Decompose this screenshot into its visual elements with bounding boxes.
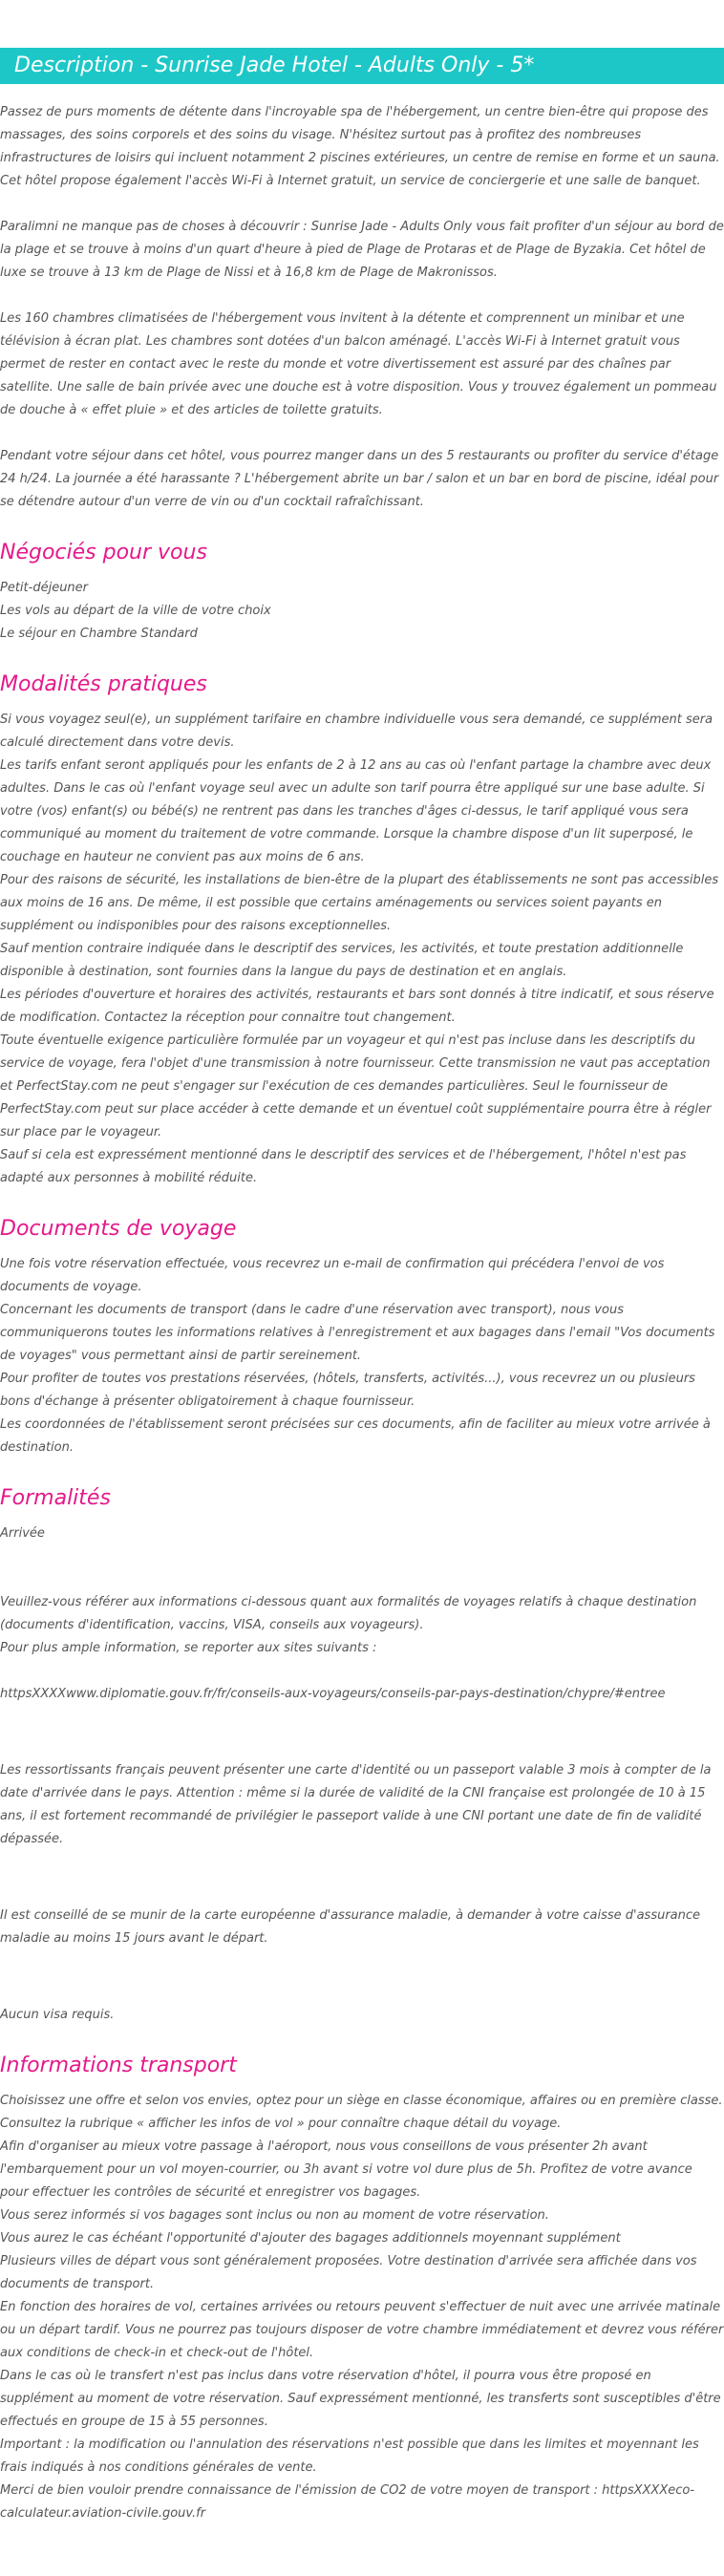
documents-heading: Documents de voyage — [0, 1217, 237, 1241]
modalites-item: Sauf mention contraire indiquée dans le descriptif des services, les activités, et toute prestation additionnelle disponible à destination, sont fournies dans la langue du pays de destination et en anglais. — [0, 942, 684, 979]
transport-item: Afin d'organiser au mieux votre passage à l'aéroport, nous vous conseillons de vous présenter 2h avant l'embarquement pour un vol moyen-courrier, ou 3h avant si votre vol dure plus de 5h. Profitez de votre avance pour effectuer les contrôles de sécurité et enregistrer vos bagages. — [0, 2140, 692, 2200]
negocies-item: Le séjour en Chambre Standard — [0, 627, 198, 641]
negocies-heading: Négociés pour vous — [0, 541, 207, 564]
negocies-section — [0, 539, 724, 646]
description-paragraph-spa: Passez de purs moments de détente dans l'incroyable spa de l'hébergement, un centre bien-être qui propose des massages, des soins corporels et des soins du visage. N'hésitez surtout pas à profitez des nombreuses infrastructures de loisirs qui incluent notamment 2 piscines extérieures, un centre de remise en forme et un sauna. Cet hôtel propose également l'accès Wi-Fi à Internet gratuit, un service de conciergerie et une salle de banquet. — [0, 105, 720, 188]
modalites-section — [0, 671, 724, 1190]
description-paragraph-location: Paralimni ne manque pas de choses à découvrir : Sunrise Jade - Adults Only vous fait profiter d'un séjour au bord de la plage et se trouve à moins d'un quart d'heure à pied de Plage de Protaras et de Plage de Byzakia. Cet hôtel de luxe se trouve à 13 km de Plage de Nissi et à 16,8 km de Plage de Makronissos. — [0, 220, 724, 280]
formalites-health: Il est conseillé de se munir de la carte européenne d'assurance maladie, à demander à votre caisse d'assurance maladie au moins 15 jours avant le départ. — [0, 1908, 701, 1946]
formalites-heading: Formalités — [0, 1486, 111, 1510]
description-paragraph-dining: Pendant votre séjour dans cet hôtel, vous pourrez manger dans un des 5 restaurants ou profiter du service d'étage 24 h/24. La journée a été harassante ? L'hébergement abrite un bar / salon et un bar en bord de piscine, idéal pour se détendre autour d'un verre de vin ou d'un cocktail rafraîchissant. — [0, 449, 719, 509]
modalites-item: Sauf si cela est expressément mentionné dans le descriptif des services et de l'hébergement, l'hôtel n'est pas adapté aux personnes à mobilité réduite. — [0, 1148, 687, 1185]
transport-item: Important : la modification ou l'annulation des réservations n'est possible que dans les limites et moyennant les frais indiqués à nos conditions générales de vente. — [0, 2438, 699, 2475]
formalites-cni: Les ressortissants français peuvent présenter une carte d'identité ou un passeport valable 3 mois à compter de la date d'arrivée dans le pays. Attention : même si la durée de validité de la CNI française est prolongée de 10 à 15 ans, il est fortement recommandé de privilégier le passeport valide à une CNI portant une date de fin de validité dépassée. — [0, 1763, 712, 1846]
documents-item: Concernant les documents de transport (dans le cadre d'une réservation avec transport), nous vous communiquerons toutes les informations relatives à l'enregistrement et aux bagages dans l'email "Vos documents de voyages" vous permettant ainsi de partir sereinement. — [0, 1303, 715, 1363]
page — [0, 48, 724, 2525]
transport-heading: Informations transport — [0, 2054, 237, 2077]
modalites-heading: Modalités pratiques — [0, 672, 207, 696]
modalites-item: Toute éventuelle exigence particulière formulée par un voyageur et qui n'est pas incluse dans les descriptifs du service de voyage, fera l'objet d'une transmission à notre fournisseur. Cette transmission ne vaut pas acceptation et PerfectStay.com ne peut s'engager sur l'exécution de ces demandes particulières. Seul le fournisseur de PerfectStay.com peut sur place accéder à cette demande et un éventuel coût supplémentaire pourra être à régler sur place par le voyageur. — [0, 1033, 712, 1139]
documents-section — [0, 1215, 724, 1459]
formalites-intro: Veuillez-vous référer aux informations ci-dessous quant aux formalités de voyages relatifs à chaque destination (documents d'identification, vaccins, VISA, conseils aux voyageurs). — [0, 1595, 697, 1632]
documents-item: Pour profiter de toutes vos prestations réservées, (hôtels, transferts, activités...), vous recevrez un ou plusieurs bons d'échange à présenter obligatoirement à chaque fournisseur. — [0, 1372, 695, 1409]
transport-item: En fonction des horaires de vol, certaines arrivées ou retours peuvent s'effectuer de nuit avec une arrivée matinale ou un départ tardif. Vous ne pourrez pas toujours disposer de votre chambre immédiatement et devrez vous référer aux conditions de check-in et check-out de l'hôtel. — [0, 2300, 724, 2360]
transport-item: Dans le cas où le transfert n'est pas inclus dans votre réservation d'hôtel, il pourra vous être proposé en supplément au moment de votre réservation. Sauf expressément mentionné, les transferts sont susceptibles d'être effectués en groupe de 15 à 55 personnes. — [0, 2369, 721, 2429]
modalites-item: Les tarifs enfant seront appliqués pour les enfants de 2 à 12 ans au cas où l'enfant partage la chambre avec deux adultes. Dans le cas où l'enfant voyage seul avec un adulte son tarif pourra être appliqué sur une base adulte. Si votre (vos) enfant(s) ou bébé(s) ne rentrent pas dans les tranches d'âges ci-dessus, le tarif appliqué vous sera communiqué au moment du traitement de votre commande. Lorsque la chambre dispose d'un lit superposé, le couchage en hauteur ne convient pas aux moins de 6 ans. — [0, 758, 712, 864]
formalites-link[interactable]: httpsXXXXwww.diplomatie.gouv.fr/fr/conseils-aux-voyageurs/conseils-par-pays-destination/chypre/#entree — [0, 1687, 666, 1701]
description-paragraph-rooms: Les 160 chambres climatisées de l'hébergement vous invitent à la détente et comprennent un minibar et une télévision à écran plat. Les chambres sont dotées d'un balcon aménagé. L'accès Wi-Fi à Internet gratuit vous permet de rester en contact avec le reste du monde et votre divertissement est assuré par des chaînes par satellite. Une salle de bain privée avec une douche est à votre disposition. Vous y trouvez également un pommeau de douche à « effet pluie » et des articles de toilette gratuits. — [0, 311, 717, 417]
documents-item: Les coordonnées de l'établissement seront précisées sur ces documents, afin de faciliter au mieux votre arrivée à destination. — [0, 1417, 711, 1455]
transport-item: Vous aurez le cas échéant l'opportunité d'ajouter des bagages additionnels moyennant supplément — [0, 2231, 621, 2246]
modalites-item: Pour des raisons de sécurité, les installations de bien-être de la plupart des établissements ne sont pas accessibles aux moins de 16 ans. De même, il est possible que certains aménagements ou services soient payants en supplément ou indisponibles pour des raisons exceptionnelles. — [0, 873, 719, 933]
formalites-arrivee: Arrivée — [0, 1526, 45, 1541]
formalites-visa: Aucun visa requis. — [0, 2008, 115, 2022]
formalites-more-info: Pour plus ample information, se reporter aux sites suivants : — [0, 1641, 377, 1655]
description-section — [0, 101, 724, 514]
modalites-item: Les périodes d'ouverture et horaires des activités, restaurants et bars sont donnés à titre indicatif, et sous réserve de modification. Contactez la réception pour connaitre tout changement. — [0, 988, 714, 1025]
documents-item: Une fois votre réservation effectuée, vous recevrez un e-mail de confirmation qui précédera l'envoi de vos documents de voyage. — [0, 1257, 665, 1294]
negocies-item: Petit-déjeuner — [0, 581, 89, 595]
transport-item: Plusieurs villes de départ vous sont généralement proposées. Votre destination d'arrivée sera affichée dans vos documents de transport. — [0, 2254, 697, 2291]
transport-section — [0, 2052, 724, 2525]
modalites-item: Si vous voyagez seul(e), un supplément tarifaire en chambre individuelle vous sera demandé, ce supplément sera calculé directement dans votre devis. — [0, 713, 713, 750]
transport-item: Choisissez une offre et selon vos envies, optez pour un siège en classe économique, affaires ou en première classe. Consultez la rubrique « afficher les infos de vol » pour connaître chaque détail du voyage. — [0, 2094, 723, 2131]
transport-item: Vous serez informés si vos bagages sont inclus ou non au moment de votre réservation. — [0, 2208, 549, 2223]
transport-item: Merci de bien vouloir prendre connaissance de l'émission de CO2 de votre moyen de transport : httpsXXXXeco-calculateur.aviation-civile.gouv.fr — [0, 2483, 695, 2521]
formalites-section — [0, 1484, 724, 2027]
page-title-banner — [0, 48, 724, 84]
page-title: Description - Sunrise Jade Hotel - Adults Only - 5* — [14, 53, 535, 77]
negocies-item: Les vols au départ de la ville de votre choix — [0, 604, 271, 618]
